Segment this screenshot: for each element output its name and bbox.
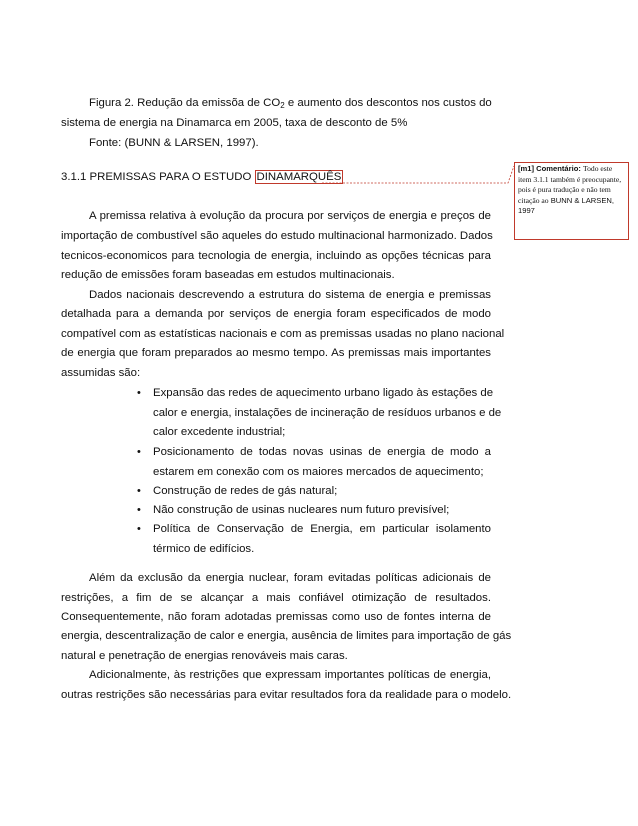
bullet-1-line-2: calor e energia, instalações de incineração de resíduos urbanos e de — [153, 407, 502, 419]
comment-tag: [m1] Comentário: — [518, 164, 581, 173]
paragraph-1-line-2: importação de combustível são aqueles do estudo multinacional harmonizado. Dados — [61, 230, 493, 242]
bullet-1-line-1: Expansão das redes de aquecimento urbano ligado às estações de — [153, 387, 494, 399]
caption-text: Figura 2. Redução da emissõa de CO — [89, 97, 281, 109]
bullet-2-line-2: estarem em conexão com os maiores mercados de aquecimento; — [153, 466, 484, 478]
bullet-marker: • — [137, 504, 141, 516]
bullet-marker: • — [137, 485, 141, 497]
caption-subscript: 2 — [280, 101, 285, 110]
bullet-marker: • — [137, 387, 141, 399]
figure-source: Fonte: (BUNN & LARSEN, 1997). — [89, 137, 259, 149]
bullet-marker: • — [137, 446, 141, 458]
paragraph-1-line-1: A premissa relativa à evolução da procura por serviços de energia e preços de — [89, 210, 491, 222]
comment-text: Todo este item 3.1.1 também é preocupante, pois é pura tradução e não tem citação ao — [518, 164, 622, 205]
paragraph-3-line-2: restrições, a fim de se alcançar a mais confiável otimização de resultados. — [61, 592, 491, 604]
paragraph-2-line-5: assumidas são: — [61, 367, 141, 379]
paragraph-3-line-4: energia, descentralização de calor e energia, ausência de limites para importação de gás — [61, 630, 512, 642]
paragraph-3-line-3: Consequentemente, não foram adotadas premissas como uso de fontes interna de — [61, 611, 491, 623]
heading-highlight[interactable]: DINAMARQUÊS — [256, 171, 342, 183]
bullet-5-line-1: Política de Conservação de Energia, em particular isolamento — [153, 523, 491, 535]
bullet-5-line-2: térmico de edifícios. — [153, 543, 255, 555]
bullet-2-line-1: Posicionamento de todas novas usinas de energia de modo a — [153, 446, 491, 458]
caption-text-cont: e aumento dos descontos nos custos do — [284, 97, 492, 109]
paragraph-2-line-3: compatível com as estatísticas nacionais e com as premissas usadas no plano nacional — [61, 328, 505, 340]
paragraph-3-line-1: Além da exclusão da energia nuclear, foram evitadas políticas adicionais de — [89, 572, 491, 584]
bullet-4-line-1: Não construção de usinas nucleares num futuro previsível; — [153, 504, 450, 516]
paragraph-1-line-3: tecnicos-economicos para tecnologia de energia, incluindo as opções técnicas para — [61, 250, 491, 262]
figure-caption-line-2: sistema de energia na Dinamarca em 2005, taxa de desconto de 5% — [61, 117, 408, 129]
bullet-marker: • — [137, 523, 141, 535]
comment-citation: BUNN & LARSEN, 1997 — [518, 195, 615, 215]
paragraph-4-line-1: Adicionalmente, às restrições que expressam importantes políticas de energia, — [89, 669, 491, 681]
paragraph-2-line-4: de energia que foram preparados ao mesmo tempo. As premissas mais importantes — [61, 347, 491, 359]
paragraph-2-line-1: Dados nacionais descrevendo a estrutura do sistema de energia e premissas — [89, 289, 491, 301]
heading-text: 3.1.1 PREMISSAS PARA O ESTUDO — [61, 171, 255, 183]
bullet-3-line-1: Construção de redes de gás natural; — [153, 485, 338, 497]
paragraph-1-line-4: redução de emissões foram baseadas em estudos multinacionais. — [61, 269, 395, 281]
bullet-1-line-3: calor excedente industrial; — [153, 426, 286, 438]
paragraph-3-line-5: natural e penetração de energias renováveis mais caras. — [61, 650, 348, 662]
paragraph-4-line-2: outras restrições são necessárias para evitar resultados fora da realidade para o modelo. — [61, 689, 512, 701]
paragraph-2-line-2: detalhada para a demanda por serviços de energia foram especificados de modo — [61, 308, 491, 320]
review-comment[interactable] — [514, 162, 629, 240]
